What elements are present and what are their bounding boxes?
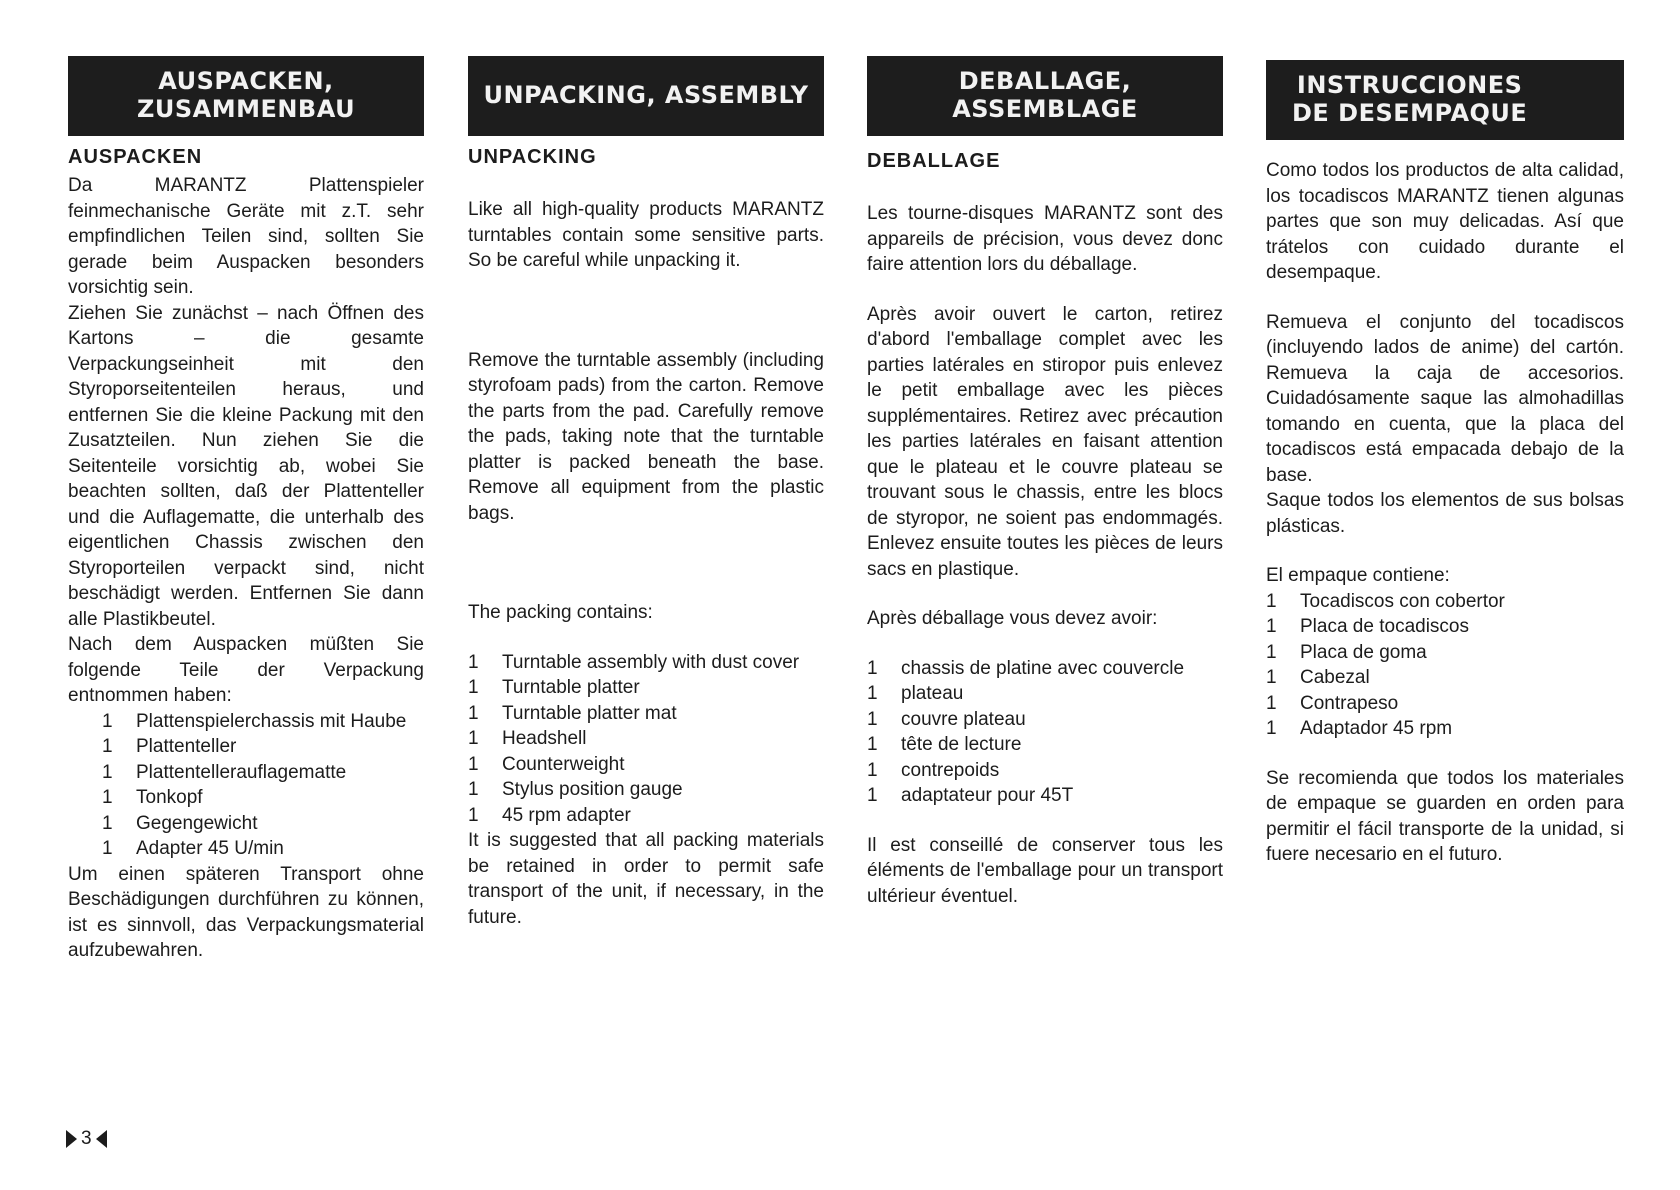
french-contents-list: [867, 656, 1223, 809]
french-storage-note: Il est conseillé de conserver tous les éléments de l'emballage pour un transport ultérieur éventuel.: [867, 834, 1223, 907]
german-intro-paragraph: Da MARANTZ Plattenspieler feinmechanische Geräte mit z.T. sehr empfindlichen Teilen sind, sollten Sie gerade beim Auspacken besonders vorsichtig sein.: [68, 175, 424, 298]
german-storage-note: Um einen späteren Transport ohne Beschädigungen durchführen zu können, ist es sinnvoll, das Verpackungsmaterial aufzubewahren.: [68, 863, 424, 961]
triangle-right-icon: [66, 1130, 77, 1148]
french-intro-paragraph: Les tourne-disques MARANTZ sont des appareils de précision, vous devez donc faire attention lors du déballage.: [867, 203, 1223, 275]
french-subheading: DEBALLAGE: [867, 150, 1001, 172]
list-item: 1 plateau: [867, 683, 964, 704]
german-contents-intro: Nach dem Auspacken müßten Sie folgende Teile der Verpackung entnommen haben:: [68, 634, 424, 706]
list-item: 1 Tocadiscos con cobertor: [1266, 590, 1505, 612]
english-contents-list: [468, 650, 824, 829]
list-item: 1 Turntable platter: [468, 677, 640, 698]
spanish-storage-note: Se recomienda que todos los materiales de empaque se guarden en orden para permitir el fácil transporte de la unidad, si fuere necesario en el futuro.: [1266, 767, 1624, 865]
french-section-banner: DEBALLAGE, ASSEMBLAGE: [867, 56, 1223, 136]
page-number-text: 3: [81, 1128, 92, 1149]
list-item: 1 Plattentellerauflagematte: [102, 761, 347, 783]
list-item: 1 45 rpm adapter: [468, 804, 631, 826]
list-item: 1 Adapter 45 U/min: [102, 838, 284, 859]
german-instructions-paragraph: Ziehen Sie zunächst – nach Öffnen des Kartons – die gesamte Verpackungseinheit mit den Styroporseitenteilen heraus, und entfernen Sie die kleine Packung mit den Zusatzteilen. Nun ziehen Sie die Seitenteile vorsichtig ab, wobei Sie beachten sollten, daß der Plattenteller und die Auflagematte, die unterhalb des eigentlichen Chassis zwischen den Styroporteilen verpackt sind, nicht beschädigt werden. Entfernen Sie dann alle Plastikbeutel.: [68, 302, 424, 630]
list-item: 1 Placa de goma: [1266, 641, 1427, 663]
french-column: [867, 56, 1223, 909]
spanish-column: [1266, 60, 1624, 868]
list-item: 1 Placa de tocadiscos: [1266, 616, 1469, 637]
list-item: 1 Cabezal: [1266, 667, 1370, 688]
spanish-contents-intro: El empaque contiene:: [1266, 565, 1450, 586]
english-subheading: UNPACKING: [468, 146, 597, 168]
german-column: [68, 56, 424, 964]
list-item: 1 chassis de platine avec couvercle: [867, 657, 1185, 679]
list-item: 1 Turntable platter mat: [468, 702, 677, 724]
list-item: 1 contrepoids: [867, 759, 1000, 781]
list-item: 1 Contrapeso: [1266, 692, 1399, 714]
spanish-banner-line-1: INSTRUCCIONES: [1296, 71, 1523, 100]
page-number: [66, 1128, 107, 1150]
triangle-left-icon: [96, 1130, 107, 1148]
english-section-banner: UNPACKING, ASSEMBLY: [468, 56, 824, 136]
list-item: 1 Plattenteller: [102, 736, 237, 757]
list-item: 1 Gegengewicht: [102, 812, 258, 834]
list-item: 1 Tonkopf: [102, 787, 203, 808]
list-item: 1 Stylus position gauge: [468, 779, 683, 800]
german-subheading: AUSPACKEN: [68, 146, 203, 168]
list-item: 1 couvre plateau: [867, 708, 1026, 730]
spanish-section-banner: [1266, 60, 1624, 140]
english-contents-intro: The packing contains:: [468, 602, 653, 623]
english-column: [468, 56, 824, 930]
spanish-instructions-paragraph: Remueva el conjunto del tocadiscos (incluyendo lados de anime) del cartón. Remueva la caja de accesorios. Cuidadósamente saque las almohadillas tomando en cuenta, que la placa del tocadiscos está empacada debajo de la base.: [1266, 311, 1624, 486]
english-intro-paragraph: Like all high-quality products MARANTZ turntables contain some sensitive parts. So be careful while unpacking it.: [468, 199, 824, 271]
list-item: 1 adaptateur pour 45T: [867, 785, 1074, 806]
list-item: 1 tête de lecture: [867, 734, 1022, 755]
spanish-intro-paragraph: Como todos los productos de alta calidad, los tocadiscos MARANTZ tienen algunas partes que son muy delicadas. Así que trátelos con cuidado durante el desempaque.: [1266, 160, 1624, 283]
english-instructions-paragraph: Remove the turntable assembly (including styrofoam pads) from the carton. Remove the parts from the pad. Carefully remove the pads, taking note that the turntable platter is packed beneath the base. Remove all equipment from the plastic bags.: [468, 349, 824, 524]
german-section-banner: AUSPACKEN, ZUSAMMENBAU: [68, 56, 424, 136]
list-item: 1 Counterweight: [468, 753, 625, 775]
spanish-contents-list: [1266, 589, 1624, 742]
list-item: 1 Adaptador 45 rpm: [1266, 718, 1453, 739]
english-storage-note: It is suggested that all packing materials be retained in order to permit safe transport of the unit, if necessary, in the future.: [468, 830, 824, 928]
french-instructions-paragraph: Après avoir ouvert le carton, retirez d'abord l'emballage complet avec les parties latérales en stiropor puis enlevez le petit emballage avec les pièces supplémentaires. Retirez avec précaution les parties latérales en faisant attention que le plateau et le couvre plateau se trouvant sous le chassis, entre les blocs de styropor, ne soient pas endommagés. Enlevez ensuite toutes les pièces de leurs sacs en plastique.: [867, 303, 1223, 580]
list-item: 1 Turntable assembly with dust cover: [468, 651, 800, 673]
spanish-banner-line-2: DE DESEMPAQUE: [1292, 99, 1528, 127]
list-item: 1 Headshell: [468, 728, 587, 749]
german-contents-list: [68, 709, 424, 862]
spanish-bags-instruction: Saque todos los elementos de sus bolsas plásticas.: [1266, 490, 1624, 537]
list-item: 1 Plattenspielerchassis mit Haube: [102, 710, 407, 732]
french-contents-intro: Après déballage vous devez avoir:: [867, 608, 1158, 629]
